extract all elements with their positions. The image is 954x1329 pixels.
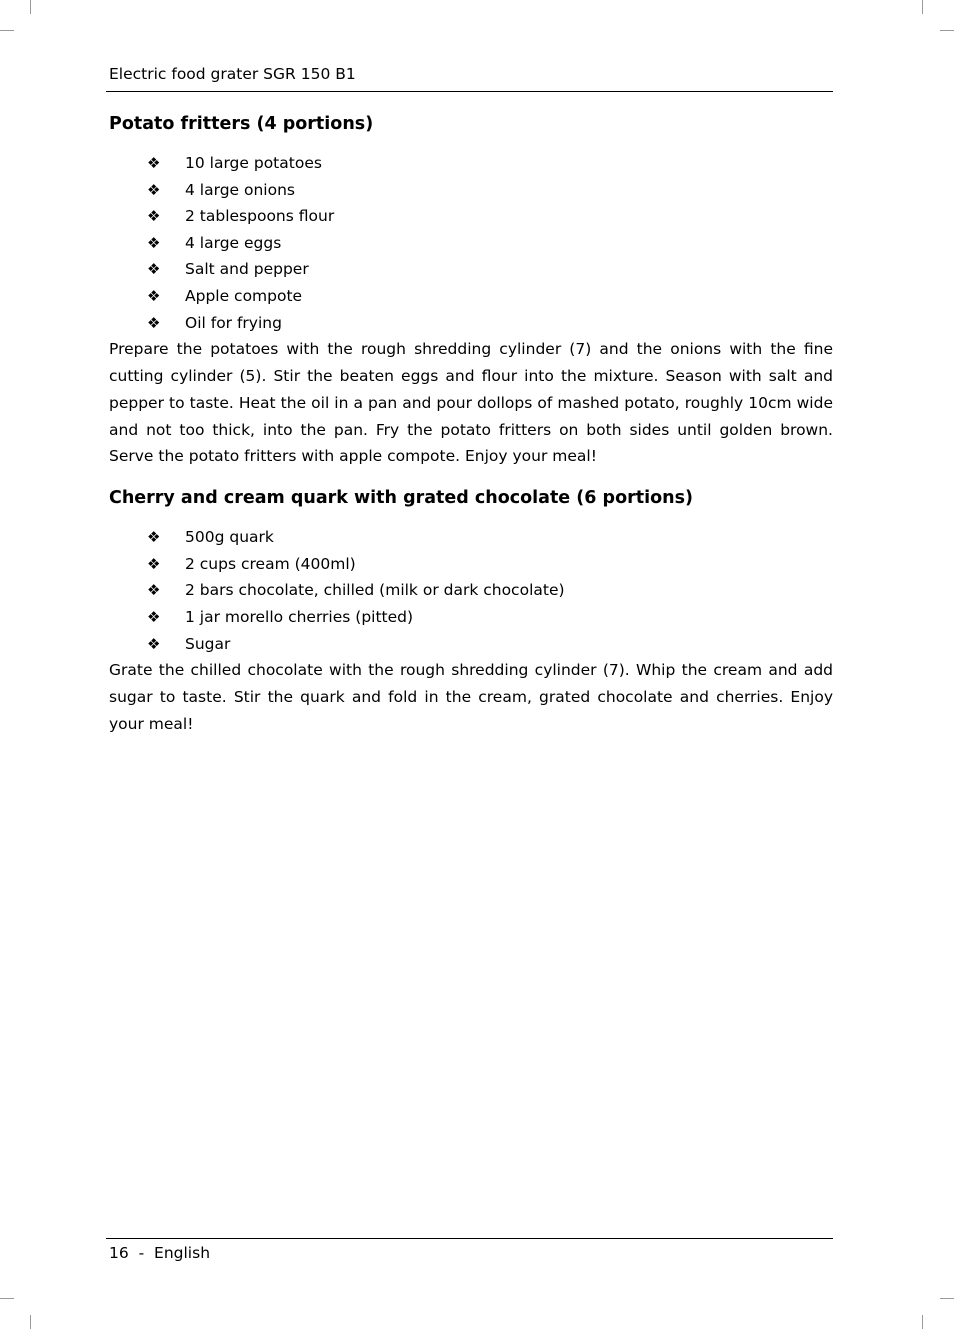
running-header: Electric food grater SGR 150 B1	[109, 65, 356, 83]
diamond-bullet-icon: ❖	[147, 313, 161, 332]
diamond-bullet-icon: ❖	[147, 154, 161, 172]
ingredient-text: Sugar	[185, 634, 231, 653]
diamond-bullet-icon: ❖	[147, 581, 161, 600]
list-item	[109, 631, 833, 658]
ingredient-text: 2 cups cream (400ml)	[185, 554, 356, 573]
header-rule	[106, 91, 833, 92]
footer-separator: -	[138, 1244, 145, 1262]
list-item	[109, 283, 833, 310]
crop-mark	[940, 30, 954, 31]
recipe-heading: Potato fritters (4 portions)	[109, 114, 374, 134]
diamond-bullet-icon: ❖	[147, 260, 161, 279]
crop-mark	[922, 0, 923, 14]
diamond-bullet-icon: ❖	[147, 233, 161, 252]
list-item	[109, 177, 833, 204]
diamond-bullet-icon: ❖	[147, 286, 161, 305]
list-item	[109, 256, 833, 283]
list-item	[109, 203, 833, 230]
list-item	[109, 310, 833, 337]
ingredient-text: 2 tablespoons flour	[185, 207, 335, 226]
ingredient-text: 4 large eggs	[185, 233, 282, 252]
recipe-cherry-quark	[109, 484, 833, 737]
page-footer	[109, 1242, 210, 1264]
crop-mark	[0, 1298, 14, 1299]
ingredient-text: Oil for frying	[185, 313, 282, 332]
list-item	[109, 524, 833, 551]
footer-rule	[106, 1238, 833, 1239]
diamond-bullet-icon: ❖	[147, 180, 161, 199]
ingredient-text: 1 jar morello cherries (pitted)	[185, 607, 414, 626]
recipe-heading: Cherry and cream quark with grated chocolate (6 portions)	[109, 488, 693, 509]
diamond-bullet-icon: ❖	[147, 634, 161, 653]
diamond-bullet-icon: ❖	[147, 554, 161, 573]
ingredient-text: Salt and pepper	[185, 260, 309, 279]
recipe-instructions: Grate the chilled chocolate with the rough shredding cylinder (7). Whip the cream and add sugar to taste. Stir the quark and fold in the cream, grated chocolate and cherries. Enjoy your meal!	[109, 661, 833, 733]
list-item	[109, 150, 833, 177]
page-content	[109, 110, 833, 738]
footer-language: English	[154, 1244, 211, 1262]
ingredient-list	[109, 150, 833, 336]
diamond-bullet-icon: ❖	[147, 528, 161, 547]
crop-mark	[0, 30, 14, 31]
crop-mark	[940, 1298, 954, 1299]
list-item	[109, 577, 833, 604]
crop-mark	[922, 1315, 923, 1329]
crop-mark	[30, 0, 31, 14]
ingredient-text: 2 bars chocolate, chilled (milk or dark chocolate)	[185, 581, 565, 600]
ingredient-text: 10 large potatoes	[185, 154, 322, 172]
ingredient-list	[109, 524, 833, 657]
diamond-bullet-icon: ❖	[147, 207, 161, 226]
ingredient-text: Apple compote	[185, 286, 303, 305]
recipe-instructions: Prepare the potatoes with the rough shredding cylinder (7) and the onions with the fine cutting cylinder (5). Stir the beaten eggs and flour into the mixture. Season with salt and pepper to taste. Heat the oil in a pan and pour dollops of mashed potato, roughly 10cm wide and not too thick, into the pan. Fry the potato fritters on both sides until golden brown. Serve the potato fritters with apple compote. Enjoy your meal!	[109, 340, 833, 466]
list-item	[109, 230, 833, 257]
list-item	[109, 604, 833, 631]
crop-mark	[30, 1315, 31, 1329]
recipe-potato-fritters	[109, 110, 833, 470]
ingredient-text: 500g quark	[185, 528, 274, 547]
ingredient-text: 4 large onions	[185, 180, 295, 199]
diamond-bullet-icon: ❖	[147, 607, 161, 626]
list-item	[109, 551, 833, 578]
page-number: 16	[109, 1244, 129, 1262]
